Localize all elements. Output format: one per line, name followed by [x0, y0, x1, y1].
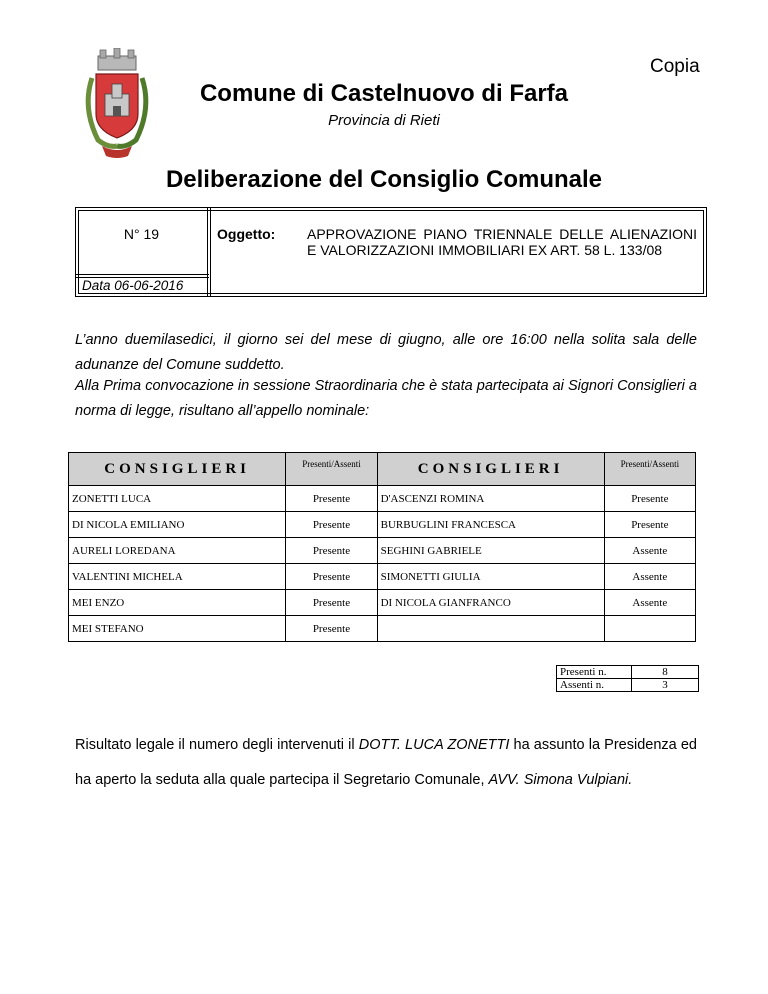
province-name: Provincia di Rieti	[328, 112, 440, 129]
intro-paragraph-date: L’anno duemilasedici, il giorno sei del mese di giugno, alle ore 16:00 nella solita sala delle adunanze del Comune suddetto.	[75, 332, 697, 373]
column-header-status: Presenti/Assenti	[604, 453, 695, 486]
attendance-status: Presente	[286, 486, 377, 512]
subject-text: APPROVAZIONE PIANO TRIENNALE DELLE ALIENAZIONI E VALORIZZAZIONI IMMOBILIARI EX ART. 58 L. 133/08	[307, 226, 697, 258]
attendance-status: Presente	[604, 512, 695, 538]
attendance-status: Presente	[286, 538, 377, 564]
attendance-status: Presente	[286, 512, 377, 538]
councillor-name: ZONETTI LUCA	[69, 486, 286, 512]
councillor-name: DI NICOLA GIANFRANCO	[377, 590, 604, 616]
attendance-status: Assente	[604, 590, 695, 616]
attendance-table	[68, 452, 696, 642]
attendance-status: Presente	[286, 564, 377, 590]
table-row	[69, 564, 696, 590]
attendance-status: Presente	[604, 486, 695, 512]
absent-count: 3	[632, 679, 699, 692]
present-count: 8	[632, 666, 699, 679]
conclusion-paragraph	[75, 728, 697, 798]
subject-label: Oggetto:	[217, 226, 276, 242]
table-row	[69, 512, 696, 538]
attendance-status: Presente	[286, 616, 377, 642]
conclusion-text: Risultato legale il numero degli intervenuti il	[75, 737, 359, 753]
table-row	[69, 538, 696, 564]
councillor-name: BURBUGLINI FRANCESCA	[377, 512, 604, 538]
secretary-name: AVV. Simona Vulpiani.	[488, 772, 633, 788]
column-header-status: Presenti/Assenti	[286, 453, 377, 486]
table-row	[69, 616, 696, 642]
councillor-name: DI NICOLA EMILIANO	[69, 512, 286, 538]
absent-count-label: Assenti n.	[557, 679, 632, 692]
document-title: Deliberazione del Consiglio Comunale	[165, 166, 603, 193]
column-header-councillors: CONSIGLIERI	[377, 453, 604, 486]
totals-row-present	[557, 666, 699, 679]
councillor-name: D'ASCENZI ROMINA	[377, 486, 604, 512]
president-name: DOTT. LUCA ZONETTI	[358, 737, 510, 753]
deliberation-header-box	[75, 207, 707, 297]
councillor-name: MEI ENZO	[69, 590, 286, 616]
deliberation-number: N° 19	[123, 226, 160, 242]
conclusion-text: ha assunto la Presidenza ed ha aperto la seduta alla quale partecipa il Segretario Comunale,	[75, 737, 697, 788]
deliberation-date: Data 06-06-2016	[82, 278, 184, 293]
intro-paragraph-session: Alla Prima convocazione in sessione Straordinaria che è stata partecipata ai Signori Consiglieri a norma di legge, risultano all’appello nominale:	[75, 378, 697, 419]
column-header-councillors: CONSIGLIERI	[69, 453, 286, 486]
attendance-status: Presente	[286, 590, 377, 616]
councillor-name: SEGHINI GABRIELE	[377, 538, 604, 564]
councillor-name: MEI STEFANO	[69, 616, 286, 642]
councillor-name: AURELI LOREDANA	[69, 538, 286, 564]
present-count-label: Presenti n.	[557, 666, 632, 679]
table-row	[69, 486, 696, 512]
attendance-header-row	[69, 453, 696, 486]
councillor-name	[377, 616, 604, 642]
municipality-name: Comune di Castelnuovo di Farfa	[199, 80, 569, 107]
attendance-status	[604, 616, 695, 642]
copia-label: Copia	[650, 56, 700, 77]
attendance-totals-table	[556, 665, 699, 692]
table-row	[69, 590, 696, 616]
totals-row-absent	[557, 679, 699, 692]
attendance-status: Assente	[604, 564, 695, 590]
attendance-status: Assente	[604, 538, 695, 564]
councillor-name: SIMONETTI GIULIA	[377, 564, 604, 590]
councillor-name: VALENTINI MICHELA	[69, 564, 286, 590]
